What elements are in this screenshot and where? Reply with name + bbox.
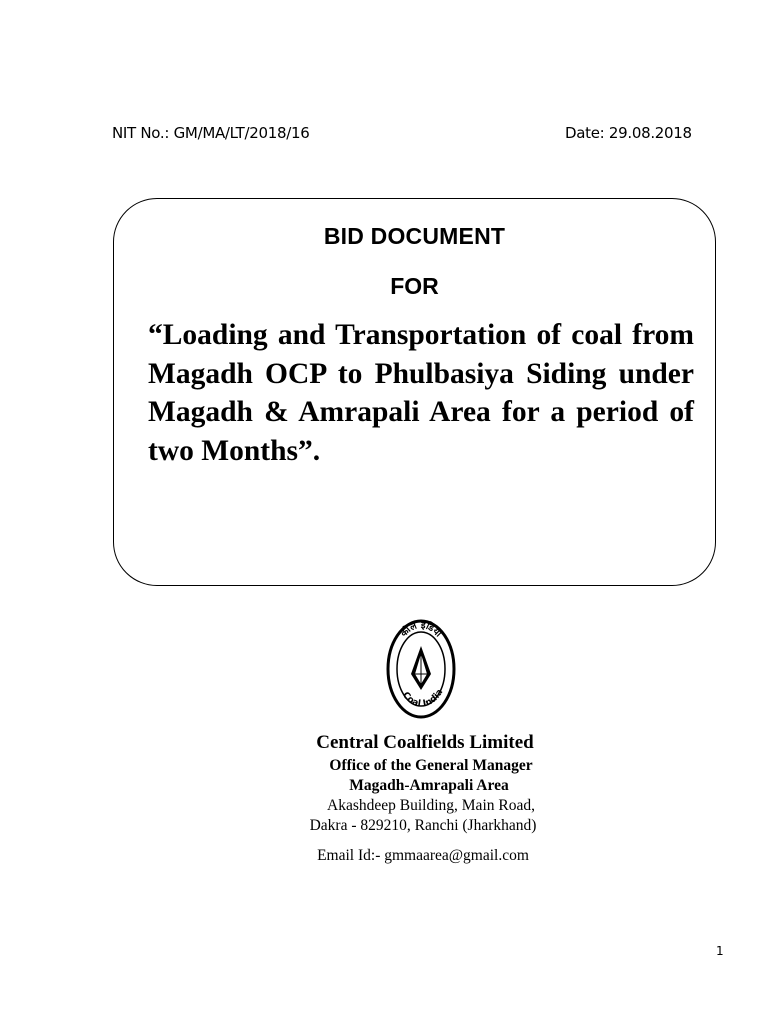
organization-area: Magadh-Amrapali Area bbox=[349, 777, 509, 794]
organization-office: Office of the General Manager bbox=[329, 757, 533, 774]
coal-india-logo-icon bbox=[385, 618, 457, 720]
nit-number: NIT No.: GM/MA/LT/2018/16 bbox=[112, 124, 310, 142]
bid-document-title: BID DOCUMENT bbox=[323, 223, 506, 249]
bid-subject: “Loading and Transportation of coal from Magadh OCP to Phulbasiya Siding under Magadh & Amrapali Area for a period of two Months”. bbox=[148, 319, 694, 467]
svg-text:Coal India bbox=[400, 688, 445, 710]
logo-english-text: Coal India bbox=[400, 687, 446, 710]
bid-for-label: FOR bbox=[390, 273, 439, 299]
page-number: 1 bbox=[716, 944, 724, 958]
logo-hindi-text: कोल इंडिया bbox=[398, 619, 444, 640]
organization-email: Email Id:- gmmaarea@gmail.com bbox=[317, 847, 529, 864]
organization-address-line-2: Dakra - 829210, Ranchi (Jharkhand) bbox=[309, 817, 537, 834]
bid-title-box bbox=[113, 198, 716, 586]
organization-name: Central Coalfields Limited bbox=[316, 732, 534, 753]
organization-address-line-1: Akashdeep Building, Main Road, bbox=[327, 797, 535, 814]
document-date: Date: 29.08.2018 bbox=[565, 124, 692, 142]
